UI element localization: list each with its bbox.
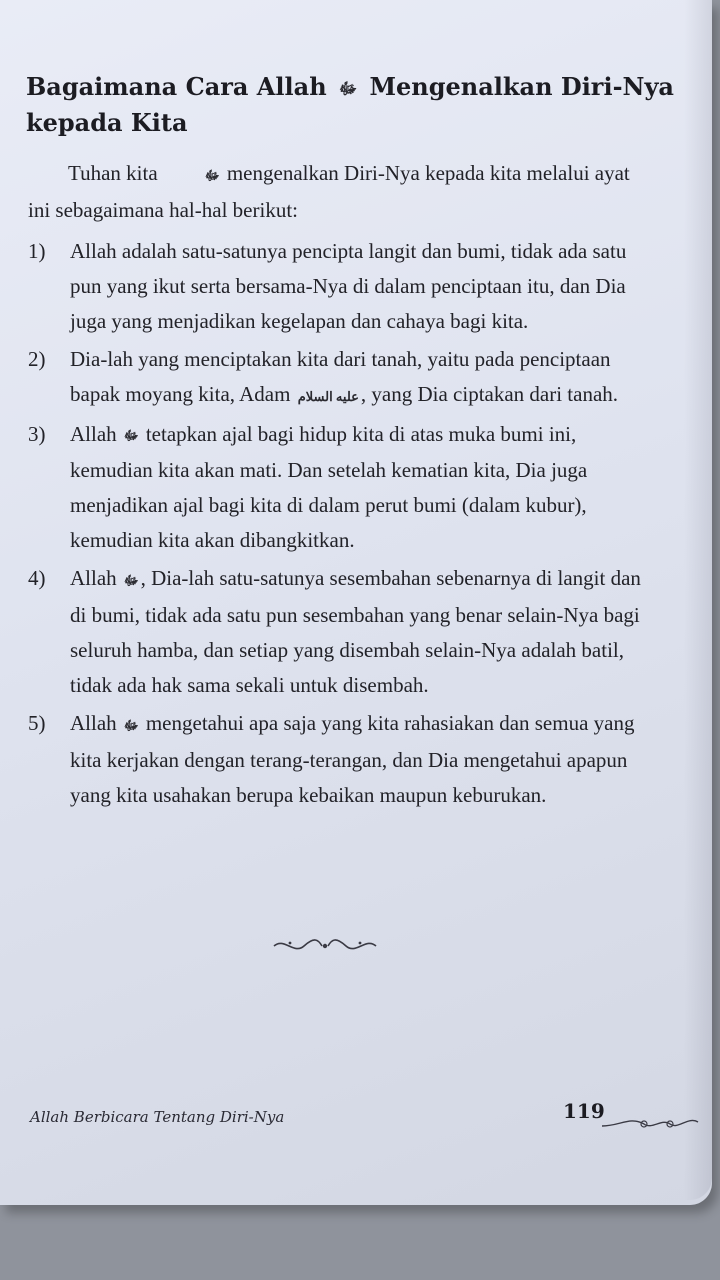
footer-swirl-ornament-icon (600, 1112, 700, 1136)
list-item-number: 3) (28, 421, 46, 446)
honorific-glyph-icon: ﷻ (339, 78, 358, 98)
list-item-text-after: , Dia-lah satu-satunya sesembahan sebenarnya di langit dan di bumi, tidak ada satu pun sesembahan yang benar selain-Nya bagi seluruh hamba, dan setiap yang disembah selain-Nya adalah batil, tidak ada hak sama sekali untuk disembah. (70, 566, 641, 698)
honorific-glyph-icon: عليه السلام (297, 388, 359, 404)
list-item-number: 1) (28, 239, 46, 263)
list-item-text (70, 706, 648, 813)
list-item-text-before: Dia-lah yang menciptakan kita dari tanah, yaitu pada penciptaan bapak moyang kita, Adam (70, 347, 611, 406)
list-item (28, 342, 648, 414)
list-item-text-before: Allah (70, 566, 117, 591)
list-item (28, 417, 648, 559)
list-item-text-before: Allah (70, 421, 117, 446)
list-item (28, 234, 648, 339)
honorific-glyph-icon: ﷻ (123, 428, 139, 444)
footer-book-title: Allah Berbicara Tentang Diri-Nya (30, 1108, 285, 1126)
list-item-number: 4) (28, 566, 46, 591)
honorific-glyph-icon: ﷻ (123, 717, 139, 733)
list-item-text-after: mengetahui apa saja yang kita rahasiakan dan semua yang kita kerjakan dengan terang-terangan, dan Dia mengetahui apapun yang kita usahakan berupa kebaikan maupun keburukan. (70, 711, 635, 807)
heading-text-part1: Bagaimana Cara Allah (26, 72, 327, 101)
list-item-text-after: , yang Dia ciptakan dari tanah. (360, 382, 619, 406)
section-heading (26, 70, 676, 140)
section-divider-ornament-icon (270, 935, 380, 957)
intro-paragraph (28, 156, 648, 228)
list-item-text: Allah adalah satu-satunya pencipta langit dan bumi, tidak ada satu pun yang ikut serta bersama-Nya di dalam penciptaan itu, dan Dia juga yang menjadikan kegelapan dan cahaya bagi kita. (70, 239, 627, 333)
numbered-list (28, 234, 648, 813)
intro-text-before: Tuhan kita (68, 161, 158, 185)
list-item (28, 706, 648, 813)
list-item-text (70, 561, 648, 703)
list-item (28, 561, 648, 703)
list-item-text (70, 417, 648, 559)
list-item-text-after: tetapkan ajal bagi hidup kita di atas muka bumi ini, kemudian kita akan mati. Dan setelah kematian kita, Dia juga menjadikan ajal bagi kita di dalam perut bumi (dalam kubur), kemudian kita akan dibangkitkan. (70, 421, 588, 553)
intro-text-after: mengenalkan Diri-Nya kepada kita melalui ayat ini sebagaimana hal-hal berikut: (28, 161, 630, 222)
list-item-number: 5) (28, 711, 46, 736)
page-edge-shadow (684, 0, 712, 1200)
honorific-glyph-icon: ﷻ (123, 573, 139, 589)
list-item-number: 2) (28, 347, 46, 371)
page-number: 119 (563, 1099, 605, 1123)
honorific-glyph-icon: ﷻ (204, 167, 220, 183)
list-item-text (70, 342, 648, 414)
heading-text-part2: Mengenalkan Diri-Nya kepada Kita (26, 72, 674, 137)
list-item-text-before: Allah (70, 711, 117, 736)
